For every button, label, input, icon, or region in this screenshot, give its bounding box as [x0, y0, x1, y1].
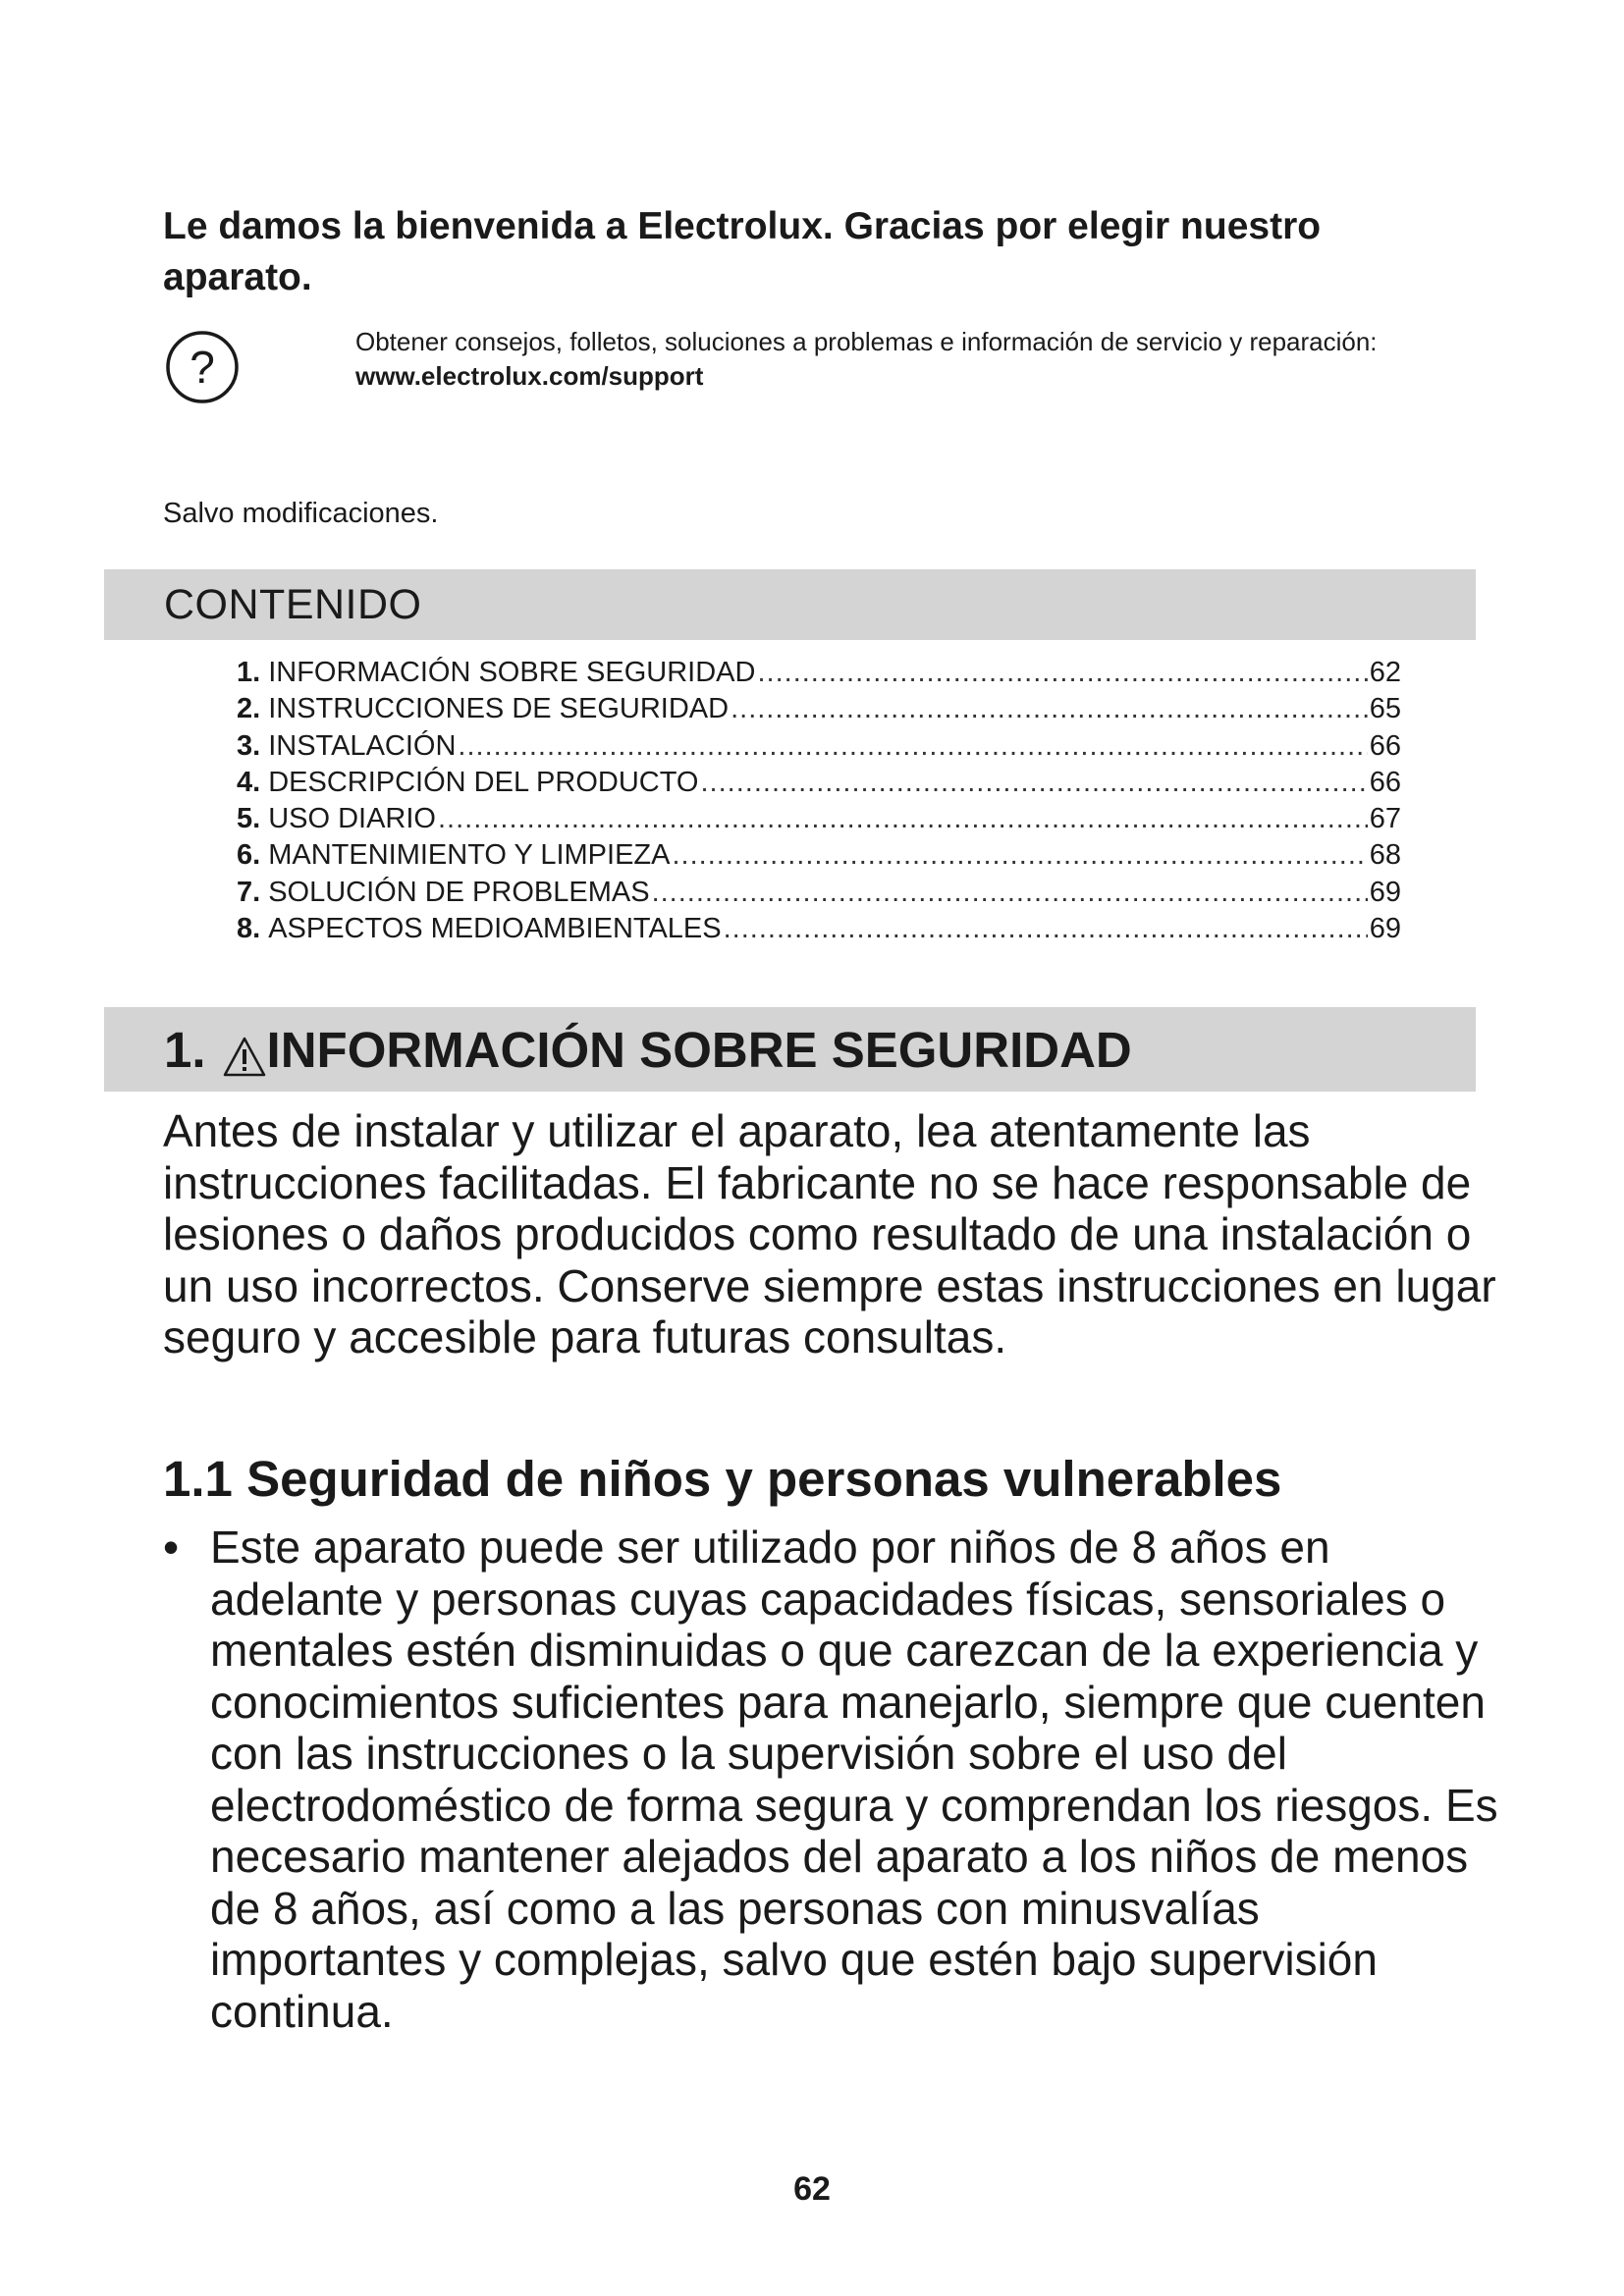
toc-entry[interactable]: [237, 801, 1401, 837]
toc-entry[interactable]: [237, 655, 1401, 691]
section-title-text: INFORMACIÓN SOBRE SEGURIDAD: [266, 1022, 1132, 1078]
notice-text: Salvo modificaciones.: [163, 498, 439, 529]
toc-title: USO DIARIO: [268, 803, 436, 835]
toc-leader-dots: [652, 875, 1368, 911]
support-text: Obtener consejos, folletos, soluciones a problemas e información de servicio y reparación:: [355, 327, 1378, 356]
toc-page-number: 66: [1369, 729, 1401, 762]
toc-title: INSTRUCCIONES DE SEGURIDAD: [268, 693, 730, 725]
page-number: 62: [793, 2170, 831, 2208]
toc-leader-dots: [458, 728, 1367, 765]
toc-number: 8.: [237, 913, 261, 945]
toc-number: 3.: [237, 729, 261, 762]
bullet-marker: •: [163, 1522, 180, 1573]
toc-leader-dots: [731, 691, 1368, 727]
toc-number: 4.: [237, 766, 261, 798]
toc-leader-dots: [438, 801, 1368, 837]
toc-page-number: 68: [1369, 839, 1401, 872]
contents-title: CONTENIDO: [164, 581, 422, 628]
section-title: [164, 1017, 1132, 1084]
toc-number: 6.: [237, 839, 261, 872]
toc-leader-dots: [757, 655, 1367, 691]
toc-leader-dots: [724, 911, 1368, 947]
toc-title: SOLUCIÓN DE PROBLEMAS: [268, 876, 650, 908]
toc-entry[interactable]: [237, 837, 1401, 874]
toc-number: 7.: [237, 876, 261, 908]
bullet-item: [163, 1522, 1498, 2037]
toc-entry[interactable]: [237, 691, 1401, 727]
toc-page-number: 69: [1369, 876, 1401, 908]
toc-entry[interactable]: [237, 728, 1401, 765]
toc-title: DESCRIPCIÓN DEL PRODUCTO: [268, 766, 699, 798]
toc-page-number: 69: [1369, 913, 1401, 945]
toc-title: MANTENIMIENTO Y LIMPIEZA: [268, 839, 671, 872]
section-number: 1.: [164, 1022, 206, 1078]
toc-title: INSTALACIÓN: [268, 729, 457, 762]
toc-leader-dots: [700, 765, 1367, 801]
toc-number: 5.: [237, 803, 261, 835]
toc-page-number: 62: [1369, 657, 1401, 688]
subsection-title: 1.1 Seguridad de niños y personas vulnerables: [163, 1451, 1282, 1507]
bullet-text: Este aparato puede ser utilizado por niños de 8 años en adelante y personas cuyas capacidades físicas, sensoriales o mentales estén disminuidas o que carezcan de la experiencia y conocimientos suficientes para manejarlo, siempre que cuenten con las instrucciones o la supervisión sobre el uso del electrodoméstico de forma segura y comprendan los riesgos. Es necesario mantener alejados del aparato a los niños de menos de 8 años, así como a las personas con minusvalías importantes y complejas, salvo que estén bajo supervisión continua.: [210, 1522, 1498, 2037]
table-of-contents: [237, 655, 1401, 947]
welcome-heading: Le damos la bienvenida a Electrolux. Gracias por elegir nuestro aparato.: [163, 205, 1322, 298]
toc-entry[interactable]: [237, 765, 1401, 801]
toc-page-number: 65: [1369, 693, 1401, 725]
question-circle-icon: [163, 328, 242, 406]
svg-text:?: ?: [189, 342, 215, 393]
warning-triangle-icon: [222, 1029, 267, 1072]
toc-entry[interactable]: [237, 875, 1401, 911]
toc-number: 2.: [237, 693, 261, 725]
toc-entry[interactable]: [237, 911, 1401, 947]
toc-number: 1.: [237, 657, 261, 688]
section-intro-paragraph: Antes de instalar y utilizar el aparato, lea atentamente las instrucciones facilitadas. El fabricante no se hace responsable de lesiones o daños producidos como resultado de una instalación o un uso incorrectos. Conserve siempre estas instrucciones en lugar seguro y accesible para futuras consultas.: [163, 1105, 1496, 1362]
toc-title: ASPECTOS MEDIOAMBIENTALES: [268, 913, 722, 945]
toc-title: INFORMACIÓN SOBRE SEGURIDAD: [268, 657, 756, 688]
toc-page-number: 66: [1369, 766, 1401, 798]
support-info: [355, 325, 1435, 394]
toc-leader-dots: [673, 837, 1368, 874]
toc-page-number: 67: [1369, 803, 1401, 835]
support-url-link[interactable]: www.electrolux.com/support: [355, 361, 704, 391]
